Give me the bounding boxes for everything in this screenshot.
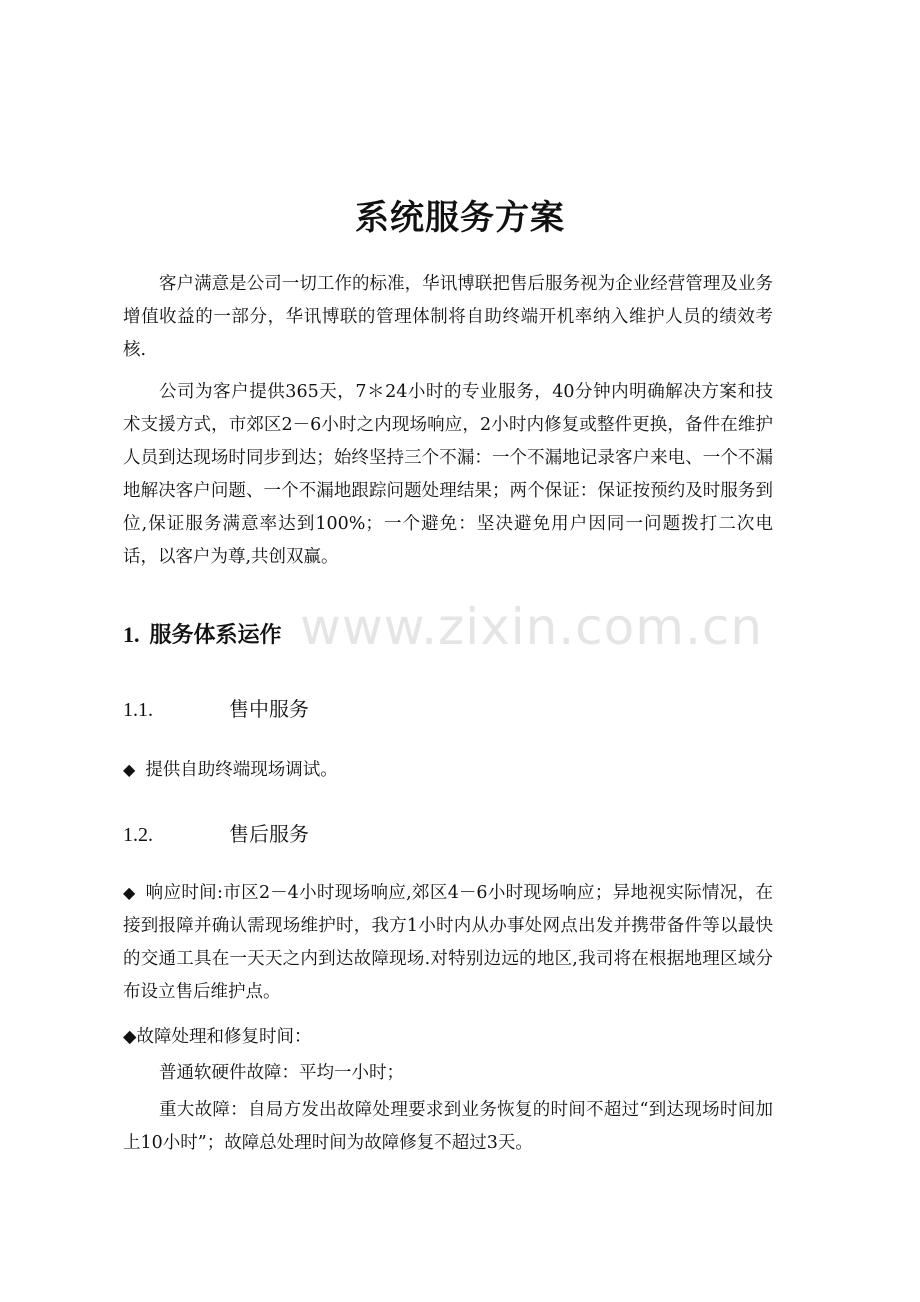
section-number: 1.2. <box>123 824 153 846</box>
document-title: 系统服务方案 <box>355 198 565 238</box>
section-title: 售中服务 <box>229 697 309 721</box>
section-heading-1-1 <box>123 693 309 722</box>
intro-paragraph-2: 公司为客户提供365天，7＊24小时的专业服务，40分钟内明确解决方案和技术支援方式，市郊区2－6小时之内现场响应，2小时内修复或整件更换，备件在维护人员到达现场时同步到达；始终坚持三个不漏：一个不漏地记录客户来电、一个不漏地解决客户问题、一个不漏地跟踪问题处理结果；两个保证：保证按预约及时服务到位,保证服务满意率达到100%；一个避免：坚决避免用户因同一问题拨打二次电话，以客户为尊,共创双赢。 <box>123 382 773 567</box>
bullet-item-fault-handling <box>123 1021 311 1054</box>
fault-major-paragraph: 重大故障：自局方发出故障处理要求到业务恢复的时间不超过“到达现场时间加上10小时”；故障总处理时间为故障修复不超过3天。 <box>123 1100 773 1153</box>
section-heading-1-2 <box>123 818 309 847</box>
bullet-item-sale-service <box>123 753 338 787</box>
section-number: 1. <box>123 622 140 647</box>
diamond-bullet-icon: ◆ <box>123 883 136 902</box>
diamond-bullet-icon: ◆ <box>123 760 136 779</box>
section-title: 服务体系运作 <box>149 622 282 648</box>
bullet-text: 故障处理和修复时间： <box>136 1027 312 1047</box>
section-number: 1.1. <box>123 699 153 721</box>
bullet-text: 提供自助终端现场调试。 <box>145 760 338 780</box>
bullet-item-response-time <box>123 876 773 1009</box>
section-title: 售后服务 <box>229 822 309 846</box>
bullet-text: 响应时间:市区2－4小时现场响应,郊区4－6小时现场响应；异地视实际情况，在接到报障并确认需现场维护时，我方1小时内从办事处网点出发并携带备件等以最快的交通工具在一天天之内到达故障现场.对特别边远的地区,我司将在根据地理区域分布设立售后维护点。 <box>123 883 773 1002</box>
intro-paragraph-1: 客户满意是公司一切工作的标准，华讯博联把售后服务视为企业经营管理及业务增值收益的一部分，华讯博联的管理体制将自助终端开机率纳入维护人员的绩效考核. <box>123 274 773 360</box>
section-heading-1 <box>123 618 282 649</box>
fault-normal-line: 普通软硬件故障：平均一小时； <box>159 1063 404 1083</box>
diamond-bullet-icon: ◆ <box>123 1027 137 1047</box>
watermark-text: www.zixin.com.cn <box>300 598 764 656</box>
